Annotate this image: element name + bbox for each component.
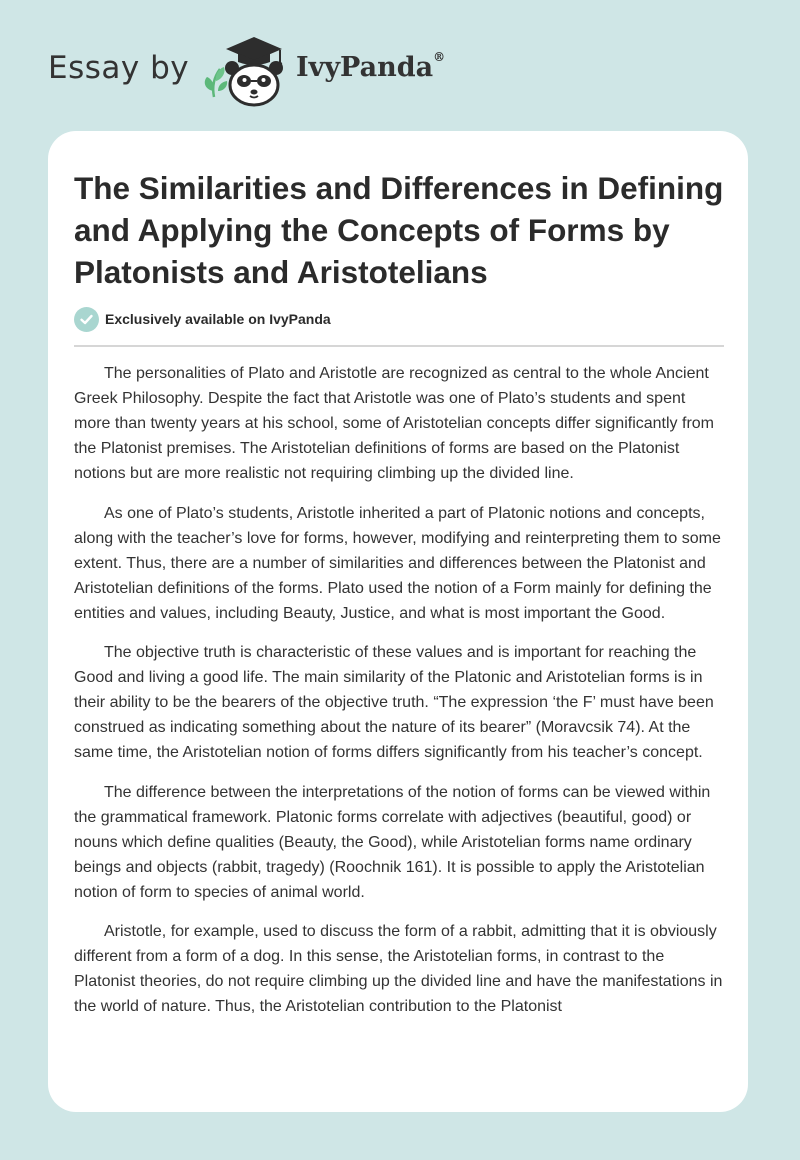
essay-card (48, 131, 748, 1112)
panda-face-icon (225, 61, 283, 105)
site-header (0, 0, 800, 120)
brand-name-text: IvyPanda (296, 52, 434, 83)
registered-mark: ® (433, 50, 446, 64)
paragraph: Aristotle, for example, used to discuss the form of a rabbit, admitting that it is obviously different from a form of a dog. In this sense, the Aristotelian forms, in contrast to the Platonist theories, do not require climbing up the divided line and have the manifestations in the world of nature. Thus, the Aristotelian contribution to the Platonist (74, 923, 723, 1015)
paragraph: As one of Plato’s students, Aristotle inherited a part of Platonic notions and concepts, along with the teacher’s love for forms, however, modifying and reinterpreting them to some extent. Thus, there are a number of similarities and differences between the Platonist and Aristotelian definitions of the forms. Plato used the notion of a Form mainly for defining the entities and values, including Beauty, Justice, and what is most important the Good. (74, 504, 721, 622)
exclusive-label: Exclusively available on IvyPanda (105, 311, 331, 327)
check-circle-icon (74, 307, 99, 332)
essay-body (74, 361, 724, 1034)
paragraph: The objective truth is characteristic of these values and is important for reaching the Good and living a good life. The main similarity of the Platonic and Aristotelian forms is in their ability to be the bearers of the objective truth. “The expression ‘the F’ must have been construed as indicating something about the nature of its bearer” (Moravcsik 74). At the same time, the Aristotelian notion of forms differs significantly from his teacher’s concept. (74, 644, 714, 761)
essay-by-label: Essay by (48, 50, 190, 86)
brand-name[interactable] (296, 52, 445, 83)
essay-title: The Similarities and Differences in Defining and Applying the Concepts of Forms by Platonists and Aristotelians (74, 170, 724, 290)
divider (74, 345, 724, 347)
paragraph: The personalities of Plato and Aristotle are recognized as central to the whole Ancient Greek Philosophy. Despite the fact that Aristotle was one of Plato’s students and spent more than twenty years at his school, some of Aristotelian concepts differ significantly from the Platonist premises. The Aristotelian definitions of forms are based on the Platonist notions but are more realistic not requiring climbing up the divided line. (74, 365, 714, 482)
paragraph: The difference between the interpretations of the notion of forms can be viewed within the grammatical framework. Platonic forms correlate with adjectives (beautiful, good) or nouns which define qualities (Beauty, the Good), while Aristotelian forms name ordinary beings and objects (rabbit, tragedy) (Roochnik 161). It is possible to apply the Aristotelian notion of form to species of animal world. (74, 783, 711, 901)
exclusive-badge (74, 306, 331, 332)
leaf-icon (205, 67, 227, 97)
panda-logo-icon[interactable] (200, 35, 292, 107)
